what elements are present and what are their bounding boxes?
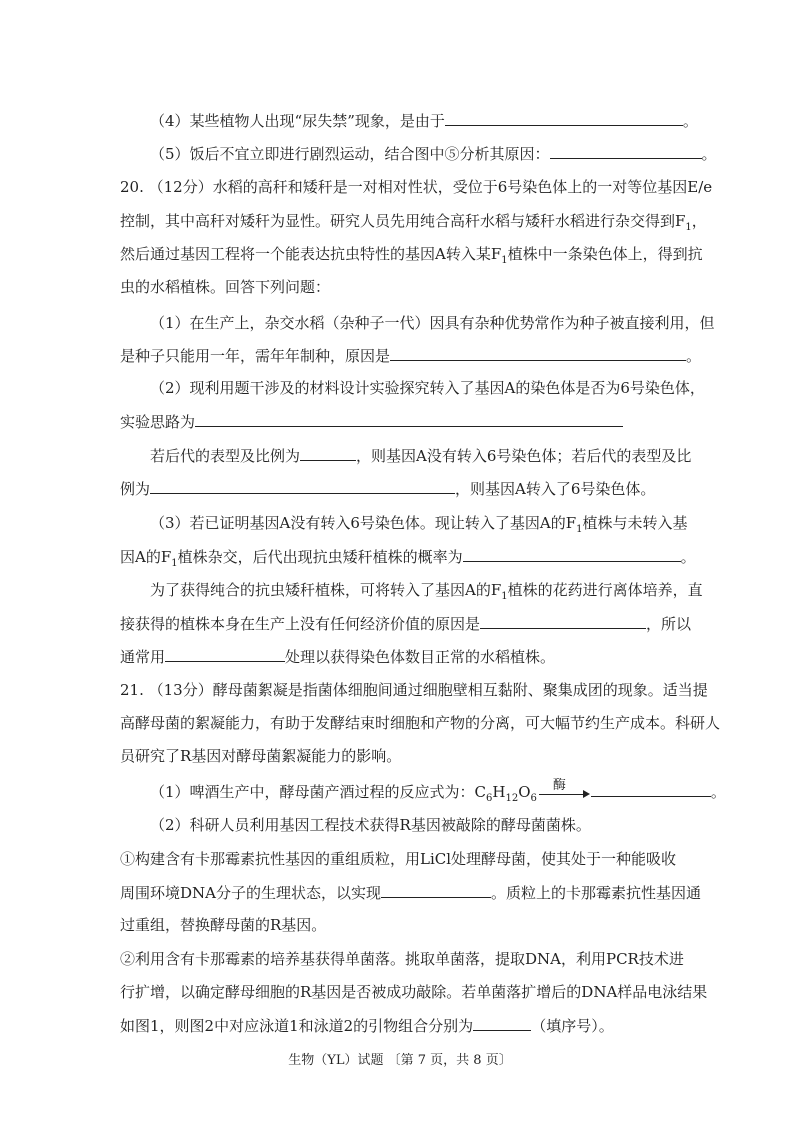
q21-part2: （2）科研人员利用基因工程技术获得R基因被敲除的酵母菌菌株。 [150,816,591,834]
q20-part3-line [150,513,720,533]
text: 为了获得纯合的抗虫矮秆植株，可将转入了基因A的F [150,581,502,599]
text: 接获得的植株本身在生产上没有任何经济价值的原因是 [120,615,481,633]
q20-part3-line [120,546,696,569]
answer-blank[interactable] [550,143,702,159]
q20-part1-line: （1）在生产上，杂交水稻（杂种子一代）因具有杂种优势常作为种子被直接利用，但 [150,314,715,332]
answer-blank[interactable] [195,411,623,427]
answer-blank[interactable] [463,546,681,562]
punct: 。 [710,783,726,801]
q21-circle2-line: 行扩增，以确定酵母细胞的R基因是否被成功敲除。若单菌落扩增后的DNA样品电泳结果 [120,983,708,1001]
q20-part2-line [120,411,690,432]
q19-part5 [150,143,720,164]
q19-part5-text: （5）饭后不宜立即进行剧烈运动，结合图中⑤分析其原因： [150,145,550,163]
subscript: 1 [501,255,508,266]
q20-part1-line [120,345,702,366]
answer-blank[interactable] [480,613,646,629]
enzyme-label: 酶 [552,778,566,793]
answer-blank[interactable] [390,345,686,361]
subscript: 6 [486,793,493,804]
text: O [518,783,531,801]
q21-intro-line: 员研究了R基因对酵母菌絮凝能力的影响。 [120,747,402,765]
answer-blank[interactable] [591,781,711,797]
text: 植株中一条染色体上，得到抗 [507,245,703,263]
answer-blank[interactable] [165,646,285,662]
text: ，则基因A转入了6号染色体。 [455,480,656,498]
q21-header: 21. （13分）酵母菌絮凝是指菌体细胞间通过细胞壁相互黏附、聚集成团的现象。适当提 [120,681,708,699]
q20-part3-line [150,580,720,600]
text: 如图1，则图2中对应泳道1和泳道2的引物组合分别为 [120,1017,474,1035]
q20-part2-line [150,445,720,466]
page-footer: 生物（YL）试题 〔第 7 页，共 8 页〕 [288,1053,512,1068]
text: 处理以获得染色体数目正常的水稻植株。 [285,648,556,666]
q20-intro-line [120,211,707,233]
subscript: 1 [576,524,583,535]
answer-blank[interactable] [150,478,455,494]
text: 因A的F [120,548,172,566]
answer-blank[interactable] [381,882,491,898]
q21-circle1-line: ①构建含有卡那霉素抗性基因的重组质粒，用LiCl处理酵母菌，使其处于一种能吸收 [120,850,677,868]
text: 。质粒上的卡那霉素抗性基因通 [491,884,702,902]
q20-part3-line [120,613,690,634]
text: ，则基因A没有转入6号染色体；若后代的表型及比 [356,447,692,465]
text: 植株的花药进行离体培养，直 [507,581,703,599]
q20-part3-line [120,646,690,667]
text: ，所以 [646,615,692,633]
q21-intro-line: 高酵母菌的絮凝能力，有助于发酵结束时细胞和产物的分离，可大幅节约生产成本。科研人 [120,714,721,732]
text: ， [691,212,707,230]
punct: 。 [701,145,717,163]
text: 实验思路为 [120,413,196,431]
q21-circle2-line: ②利用含有卡那霉素的培养基获得单菌落。挑取单菌落，提取DNA，利用PCR技术进 [120,950,684,968]
text: 是种子只能用一年，需年年制种，原因是 [120,347,391,365]
q21-circle1-line: 过重组，替换酵母菌的R基因。 [120,916,327,934]
q20-header: 20. （12分）水稻的高秆和矮秆是一对相对性状，受位于6号染色体上的一对等位基因E/e [120,178,713,196]
subscript: 6 [530,793,537,804]
text: 植株杂交，后代出现抗虫矮秆植株的概率为 [177,548,463,566]
text: （3）若已证明基因A没有转入6号染色体。现让转入了基因A的F [150,514,577,532]
text: 例为 [120,480,151,498]
text: 然后通过基因工程将一个能表达抗虫特性的基因A转入某F [120,245,502,263]
answer-blank[interactable] [473,1015,531,1031]
q20-part2-line [120,478,690,499]
subscript: 1 [171,558,178,569]
text: （1）啤酒生产中，酵母菌产酒过程的反应式为：C [150,783,487,801]
q21-part1 [150,778,726,804]
text: H [492,783,506,801]
subscript: 12 [505,793,519,804]
punct: 。 [686,347,702,365]
text: （填序号）。 [531,1017,614,1035]
text: 控制，其中高秆对矮秆为显性。研究人员先用纯合高秆水稻与矮秆水稻进行杂交得到F [120,212,686,230]
q19-part4-text: （4）某些植物人出现“尿失禁”现象，是由于 [150,112,445,130]
subscript: 1 [501,591,508,602]
punct: 。 [680,548,696,566]
answer-blank[interactable] [445,110,683,126]
text: 若后代的表型及比例为 [150,447,301,465]
text: 周围环境DNA分子的生理状态，以实现 [120,884,381,902]
q20-part2-line: （2）现利用题干涉及的材料设计实验探究转入了基因A的染色体是否为6号染色体， [150,379,705,397]
q21-circle1-line [120,882,702,903]
answer-blank[interactable] [300,445,356,461]
text: 通常用 [120,648,166,666]
q19-part4 [150,110,720,131]
q20-intro-line: 虫的水稻植株。回答下列问题： [120,278,331,296]
q21-circle2-line [120,1015,690,1036]
text: 植株与未转入基 [582,514,688,532]
q20-intro-line [120,244,703,266]
reaction-arrow-icon [537,778,591,801]
punct: 。 [682,112,698,130]
subscript: 1 [685,222,692,233]
